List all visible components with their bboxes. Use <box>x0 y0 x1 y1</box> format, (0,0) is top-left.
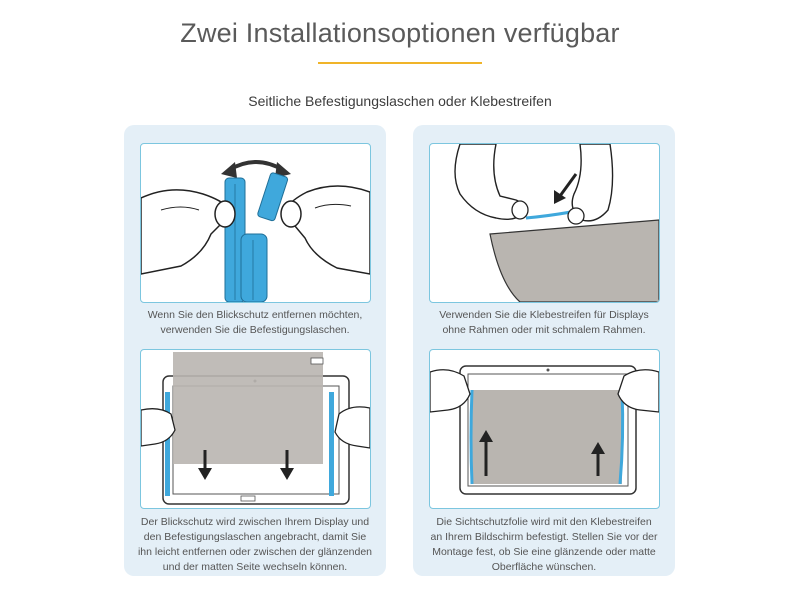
caption-line: den Befestigungslaschen angebracht, damit Sie <box>143 531 367 543</box>
page-title: Zwei Installationsoptionen verfügbar <box>180 18 620 48</box>
caption-line: Verwenden Sie die Klebestreifen für Displays <box>439 309 649 321</box>
caption-line: und der matten Seite wechseln können. <box>162 561 348 573</box>
filter-adhesive-mount-illustration <box>430 350 659 508</box>
caption-line: verwenden Sie die Befestigungslaschen. <box>160 324 350 336</box>
step-3-image <box>140 349 371 509</box>
step-1-image <box>140 143 371 303</box>
step-3-caption <box>128 515 382 575</box>
filter-slide-into-tabs-illustration <box>141 350 370 508</box>
caption-line: Montage fest, ob Sie eine glänzende oder matte <box>432 546 656 558</box>
option-tabs-panel <box>124 125 386 576</box>
caption-line: an Ihrem Bildschirm befestigt. Stellen Sie vor der <box>430 531 658 543</box>
option-adhesive-panel <box>413 125 675 576</box>
caption-line: ohne Rahmen oder mit schmalem Rahmen. <box>442 324 646 336</box>
step-4-image <box>429 349 660 509</box>
step-4-caption <box>417 515 671 575</box>
step-2-image <box>429 143 660 303</box>
hands-applying-adhesive-strip-illustration <box>430 144 659 302</box>
caption-line: Oberfläche wünschen. <box>491 561 597 573</box>
page-subtitle: Seitliche Befestigungslaschen oder Klebestreifen <box>248 93 552 109</box>
caption-line: Der Blickschutz wird zwischen Ihrem Display und <box>140 516 370 528</box>
step-1-caption <box>128 308 382 338</box>
step-2-caption <box>417 308 671 338</box>
caption-line: Wenn Sie den Blickschutz entfernen möchten, <box>147 309 363 321</box>
caption-line: Die Sichtschutzfolie wird mit den Klebestreifen <box>436 516 652 528</box>
hands-removing-tabs-illustration <box>141 144 370 302</box>
caption-line: ihn leicht entfernen oder zwischen der glänzenden <box>137 546 373 558</box>
title-underline <box>318 62 482 64</box>
